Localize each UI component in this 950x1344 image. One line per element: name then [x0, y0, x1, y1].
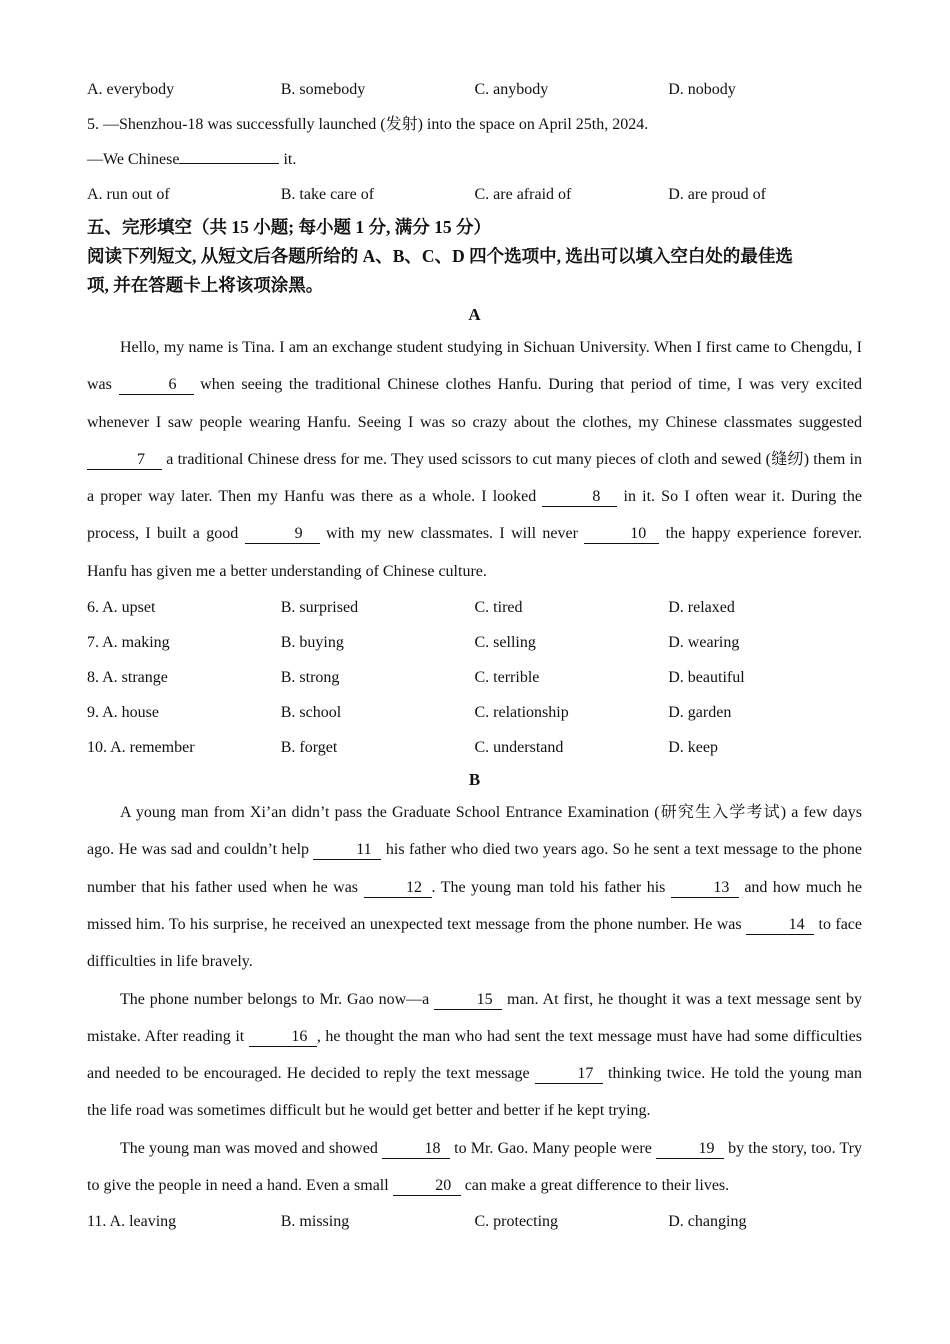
question-row	[87, 590, 862, 625]
passage-text: with my new classmates. I will never	[319, 525, 585, 543]
blank-12: 12	[364, 879, 432, 898]
passage-text: The young man was moved and showed	[120, 1139, 382, 1157]
option-c: C. selling	[474, 633, 536, 651]
option-b: B. missing	[280, 1212, 350, 1230]
passage-text: A young man from Xi’an didn’t pass the Graduate School Entrance Examination (研究生入学考试) a few days ago. He was sad and couldn’t help	[87, 804, 862, 859]
passage-text: a traditional Chinese dress for me. They used scissors to cut many pieces of cloth and sewed (缝纫) them in a proper way later. Then my Hanfu was there as a whole. I looked	[87, 450, 862, 506]
passage-text: The phone number belongs to Mr. Gao now—a	[120, 990, 435, 1008]
option-d: D. wearing	[668, 633, 740, 651]
question-row	[87, 1204, 862, 1239]
blank-14: 14	[746, 916, 814, 935]
q4-options	[87, 72, 862, 107]
blank-18: 18	[382, 1140, 450, 1159]
passage-text: thinking twice. He told the young man the life road was sometimes difficult but he would get better and better if he kept trying.	[87, 1065, 863, 1120]
option-a: A. run out of	[87, 185, 170, 203]
section-title: 五、完形填空（共 15 小题; 每小题 1 分, 满分 15 分）	[87, 217, 491, 237]
option-b: B. strong	[280, 668, 340, 686]
passage-text: by the story, too. Try to give the people in need a hand. Even a small	[87, 1139, 862, 1195]
blank-6: 6	[119, 376, 194, 395]
passage-text: and how much he missed him. To his surprise, he received an unexpected text message from the phone number. He was	[87, 878, 863, 933]
blank-13: 13	[671, 879, 739, 898]
option-c: C. tired	[474, 598, 523, 616]
passage-a-text	[87, 329, 862, 590]
passage-text: . The young man told his father his	[431, 878, 671, 896]
passage-text: Hello, my name is Tina. I am an exchange student studying in Sichuan University. When I first came to Chengdu, I was	[87, 339, 862, 394]
option-c: C. understand	[474, 738, 564, 756]
question-row	[87, 730, 862, 765]
question-row	[87, 625, 862, 660]
passage-text: , he thought the man who had sent the text message must have had some difficulties and needed to be encouraged. He decided to reply the text message	[87, 1027, 862, 1083]
blank-17: 17	[535, 1065, 603, 1084]
q5-answer-end: it.	[279, 151, 297, 168]
option-d: D. keep	[668, 738, 719, 756]
q5-options	[87, 177, 862, 212]
option-d: D. beautiful	[668, 668, 745, 686]
passage-text: can make a great difference to their lives.	[460, 1177, 730, 1195]
blank-20: 20	[393, 1177, 461, 1196]
blank-10: 10	[584, 525, 659, 544]
section-instructions-2: 项, 并在答题卡上将该项涂黑。	[87, 275, 324, 295]
option-a: 8. A. strange	[87, 668, 168, 686]
passage-text: his father who died two years ago. So he sent a text message to the phone number that his father used when he was	[87, 841, 862, 896]
option-c: C. anybody	[474, 80, 549, 98]
question-row	[87, 660, 862, 695]
blank-9: 9	[245, 525, 320, 544]
option-c: C. terrible	[474, 668, 540, 686]
option-d: D. relaxed	[668, 598, 735, 616]
option-a: 7. A. making	[87, 633, 170, 651]
option-b: B. buying	[280, 633, 344, 651]
option-a: 6. A. upset	[87, 598, 156, 616]
option-d: D. garden	[668, 703, 732, 721]
blank-8: 8	[542, 488, 617, 507]
blank-11: 11	[313, 841, 381, 860]
blank-7: 7	[87, 451, 162, 470]
option-b: B. somebody	[280, 80, 366, 98]
option-b: B. forget	[280, 738, 338, 756]
q5-blank	[179, 163, 279, 164]
option-d: D. nobody	[668, 80, 736, 98]
option-a: 9. A. house	[87, 703, 159, 721]
questions-b	[87, 1204, 862, 1239]
option-a: 10. A. remember	[87, 738, 195, 756]
option-b: B. take care of	[280, 185, 375, 203]
option-c: C. are afraid of	[474, 185, 572, 203]
passage-text: in it. So I often wear it. During the process, I built a good	[87, 488, 862, 543]
option-c: C. relationship	[474, 703, 569, 721]
passage-b-paragraph-3	[87, 1130, 862, 1205]
section-instructions-1: 阅读下列短文, 从短文后各题所给的 A、B、C、D 四个选项中, 选出可以填入空白处的最佳选	[87, 246, 793, 266]
passage-a-label: A	[468, 305, 481, 324]
passage-b-paragraph-2	[87, 981, 862, 1130]
questions-a	[87, 590, 862, 765]
q5-question: 5. —Shenzhou-18 was successfully launched (发射) into the space on April 25th, 2024.	[87, 116, 649, 133]
option-d: D. are proud of	[668, 185, 766, 203]
option-c: C. protecting	[474, 1212, 559, 1230]
blank-15: 15	[434, 991, 502, 1010]
option-a: 11. A. leaving	[87, 1212, 177, 1230]
blank-16: 16	[249, 1028, 317, 1047]
passage-text: when seeing the traditional Chinese clothes Hanfu. During that period of time, I was very excited whenever I saw people wearing Hanfu. Seeing I was so crazy about the clothes, my Chinese classmates suggested	[87, 376, 862, 431]
q5-answer-start: —We Chinese	[87, 151, 180, 168]
option-d: D. changing	[668, 1212, 747, 1230]
q5-answer-line	[87, 142, 862, 177]
passage-text: to Mr. Gao. Many people were	[449, 1139, 656, 1157]
passage-b-paragraph-1	[87, 794, 862, 980]
exam-page	[87, 72, 862, 1239]
question-row	[87, 695, 862, 730]
blank-19: 19	[656, 1140, 724, 1159]
passage-text: to face difficulties in life bravely.	[87, 915, 863, 971]
option-b: B. surprised	[280, 598, 359, 616]
option-a: A. everybody	[87, 80, 175, 98]
passage-text: the happy experience forever. Hanfu has given me a better understanding of Chinese culture.	[87, 525, 863, 580]
passage-b-label: B	[468, 770, 481, 790]
option-b: B. school	[280, 703, 342, 721]
passage-text: man. At first, he thought it was a text message sent by mistake. After reading it	[87, 990, 862, 1045]
